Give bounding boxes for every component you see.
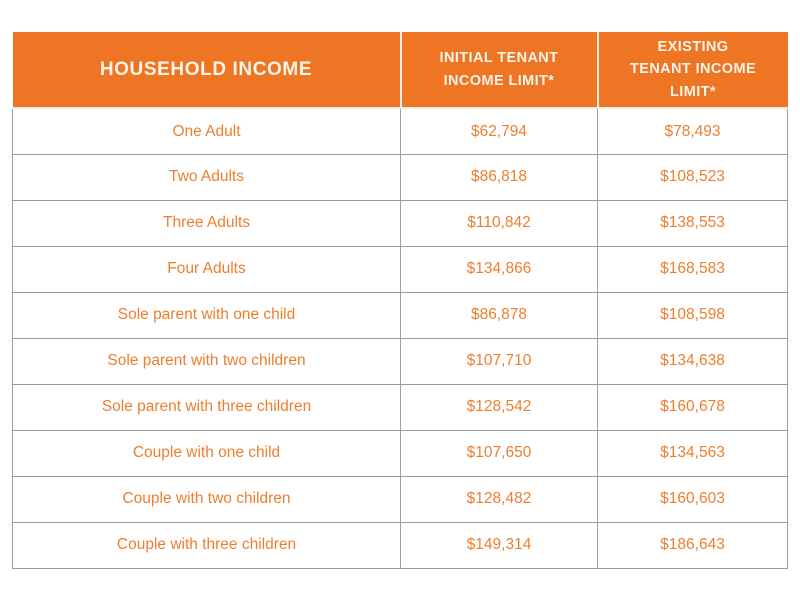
- table-body: [13, 108, 788, 568]
- existing-limit-cell: $134,638: [598, 338, 788, 384]
- table-row: [13, 384, 788, 430]
- header-household-income: HOUSEHOLD INCOME: [13, 32, 401, 108]
- existing-limit-cell: $108,523: [598, 154, 788, 200]
- existing-limit-cell: $138,553: [598, 200, 788, 246]
- household-type-cell: Couple with one child: [13, 430, 401, 476]
- household-type-cell: Sole parent with three children: [13, 384, 401, 430]
- existing-limit-cell: $160,678: [598, 384, 788, 430]
- existing-limit-cell: $78,493: [598, 108, 788, 154]
- table-row: [13, 292, 788, 338]
- initial-limit-cell: $107,650: [401, 430, 598, 476]
- initial-limit-cell: $62,794: [401, 108, 598, 154]
- header-existing-tenant-income-limit: EXISTING TENANT INCOME LIMIT*: [598, 32, 788, 108]
- initial-limit-cell: $86,878: [401, 292, 598, 338]
- table-row: [13, 430, 788, 476]
- income-limits-table: [12, 32, 788, 569]
- header-row: [13, 32, 788, 108]
- household-type-cell: One Adult: [13, 108, 401, 154]
- table-row: [13, 246, 788, 292]
- header-initial-tenant-income-limit: INITIAL TENANT INCOME LIMIT*: [401, 32, 598, 108]
- household-type-cell: Couple with three children: [13, 522, 401, 568]
- income-limits-table-wrap: [12, 32, 788, 569]
- initial-limit-cell: $128,542: [401, 384, 598, 430]
- household-type-cell: Sole parent with two children: [13, 338, 401, 384]
- household-type-cell: Couple with two children: [13, 476, 401, 522]
- household-type-cell: Three Adults: [13, 200, 401, 246]
- table-row: [13, 338, 788, 384]
- existing-limit-cell: $134,563: [598, 430, 788, 476]
- initial-limit-cell: $149,314: [401, 522, 598, 568]
- table-row: [13, 522, 788, 568]
- existing-limit-cell: $160,603: [598, 476, 788, 522]
- household-type-cell: Two Adults: [13, 154, 401, 200]
- table-row: [13, 200, 788, 246]
- existing-limit-cell: $168,583: [598, 246, 788, 292]
- initial-limit-cell: $134,866: [401, 246, 598, 292]
- existing-limit-cell: $186,643: [598, 522, 788, 568]
- household-type-cell: Four Adults: [13, 246, 401, 292]
- initial-limit-cell: $128,482: [401, 476, 598, 522]
- initial-limit-cell: $107,710: [401, 338, 598, 384]
- household-type-cell: Sole parent with one child: [13, 292, 401, 338]
- table-row: [13, 476, 788, 522]
- table-row: [13, 154, 788, 200]
- initial-limit-cell: $110,842: [401, 200, 598, 246]
- initial-limit-cell: $86,818: [401, 154, 598, 200]
- existing-limit-cell: $108,598: [598, 292, 788, 338]
- table-row: [13, 108, 788, 154]
